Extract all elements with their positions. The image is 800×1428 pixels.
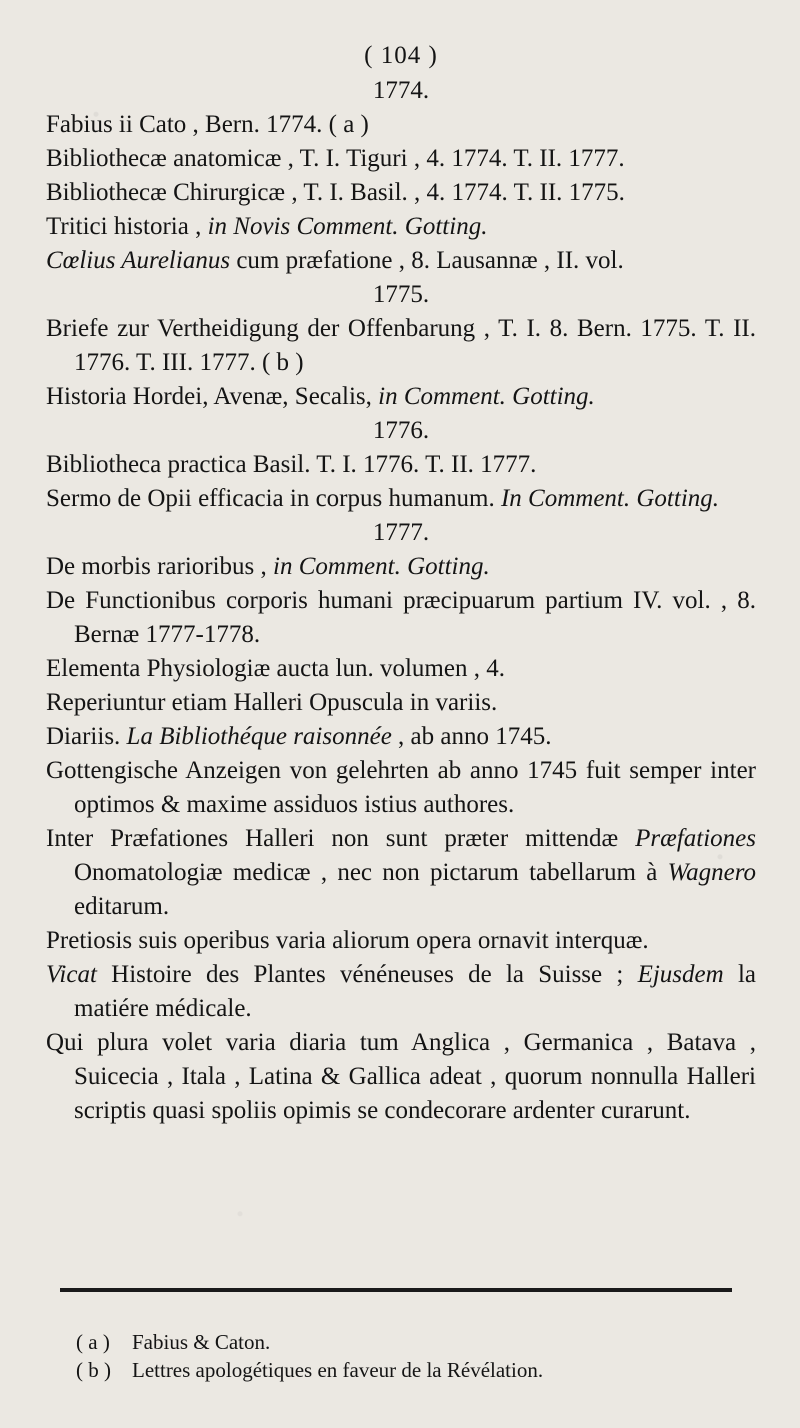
footnotes [46, 1328, 756, 1384]
entry-text: Vicat [46, 961, 97, 988]
page-number: ( 104 ) [364, 42, 438, 69]
bibliography-entry [46, 176, 756, 210]
bibliography-entry [46, 958, 756, 1026]
entry-text: Bibliothecæ anatomicæ , T. I. Tiguri , 4. 1774. T. II. 1777. [46, 145, 625, 172]
entry-text: in Comment. Gotting. [378, 383, 595, 410]
footnote-text: Lettres apologétiques en faveur de la Révélation. [132, 1358, 544, 1382]
bibliography-entry [46, 312, 756, 380]
entry-text: In Comment. Gotting. [500, 485, 720, 512]
bibliography-entry [46, 584, 756, 652]
footnote [46, 1328, 756, 1356]
entry-text: Wagnero [667, 859, 756, 886]
entry-text: De morbis rarioribus , [46, 553, 274, 580]
entry-text: Briefe zur Vertheidigung der Offenbarung , T. I. 8. Bern. 1775. T. II. 1776. T. III. 1777. ( b ) [46, 315, 756, 376]
entry-text: , ab anno 1745. [391, 723, 552, 750]
entry-text: Reperiuntur etiam Halleri Opuscula in variis. [46, 689, 498, 716]
bibliography-entry [46, 754, 756, 822]
year-heading: 1777. [372, 519, 430, 546]
bibliography-entry [46, 652, 756, 686]
entry-text: la matiére médicale. [74, 961, 756, 1022]
entry-text: Bibliothecæ Chirurgicæ , T. I. Basil. , 4. 1774. T. II. 1775. [46, 179, 625, 206]
year-heading: 1774. [372, 77, 430, 104]
bibliography-entry [46, 210, 756, 244]
bibliography-entry [46, 550, 756, 584]
bibliography-entry [46, 924, 756, 958]
entry-text: editarum. [74, 893, 170, 920]
footnote-rule [60, 1288, 732, 1292]
bibliography-list [46, 74, 756, 1128]
entry-text: Tritici historia , [46, 213, 208, 240]
entry-text: in Comment. Gotting. [273, 553, 490, 580]
bibliography-entry [46, 380, 756, 414]
entry-text: Fabius ii Cato , Bern. 1774. ( a ) [46, 111, 369, 138]
footnote-text: Fabius & Caton. [132, 1330, 271, 1354]
entry-text: Gottengische Anzeigen von gelehrten ab anno 1745 fuit semper inter optimos & maxime assiduos istius authores. [46, 757, 756, 818]
bibliography-entry [46, 720, 756, 754]
year-heading: 1775. [372, 281, 430, 308]
entry-text: Præfationes [635, 825, 756, 852]
entry-text: La Bibliothéque raisonnée [126, 723, 392, 750]
entry-text: Onomatologiæ medicæ , nec non pictarum tabellarum à [74, 859, 668, 886]
footnote [46, 1356, 756, 1384]
bibliography-entry [46, 108, 756, 142]
bibliography-entry [46, 686, 756, 720]
entry-text: Bibliotheca practica Basil. T. I. 1776. T. II. 1777. [46, 451, 537, 478]
entry-text: Pretiosis suis operibus varia aliorum opera ornavit interquæ. [46, 927, 649, 954]
entry-text: Historia Hordei, Avenæ, Secalis, [46, 383, 379, 410]
entry-text: Elementa Physiologiæ aucta lun. volumen , 4. [46, 655, 505, 682]
entry-text: De Functionibus corporis humani præcipuarum partium IV. vol. , 8. Bernæ 1777-1778. [46, 587, 756, 648]
entry-text: Diariis. [46, 723, 127, 750]
bibliography-entry [46, 448, 756, 482]
footnote-mark: ( a ) [76, 1330, 110, 1354]
bibliography-entry [46, 244, 756, 278]
entry-text: Qui plura volet varia diaria tum Anglica , Germanica , Batava , Suicecia , Itala , Latina & Gallica adeat , quorum nonnulla Halleri scriptis quasi spoliis opimis se condecorare ardenter curarunt. [46, 1029, 756, 1124]
entry-text: Sermo de Opii efficacia in corpus humanum. [46, 485, 501, 512]
entry-text: Ejusdem [637, 961, 724, 988]
footnote-mark: ( b ) [76, 1358, 111, 1382]
entry-text: Histoire des Plantes vénéneuses de la Suisse ; [96, 961, 638, 988]
entry-text: in Novis Comment. Gotting. [207, 213, 488, 240]
bibliography-entry [46, 822, 756, 924]
entry-text: cum præfatione , 8. Lausannæ , II. vol. [230, 247, 624, 274]
bibliography-entry [46, 142, 756, 176]
bibliography-entry [46, 482, 756, 516]
bibliography-entry [46, 1026, 756, 1128]
year-heading: 1776. [372, 417, 430, 444]
entry-text: Cœlius Aurelianus [46, 247, 231, 274]
entry-text: Inter Præfationes Halleri non sunt præter mittendæ [46, 825, 636, 852]
